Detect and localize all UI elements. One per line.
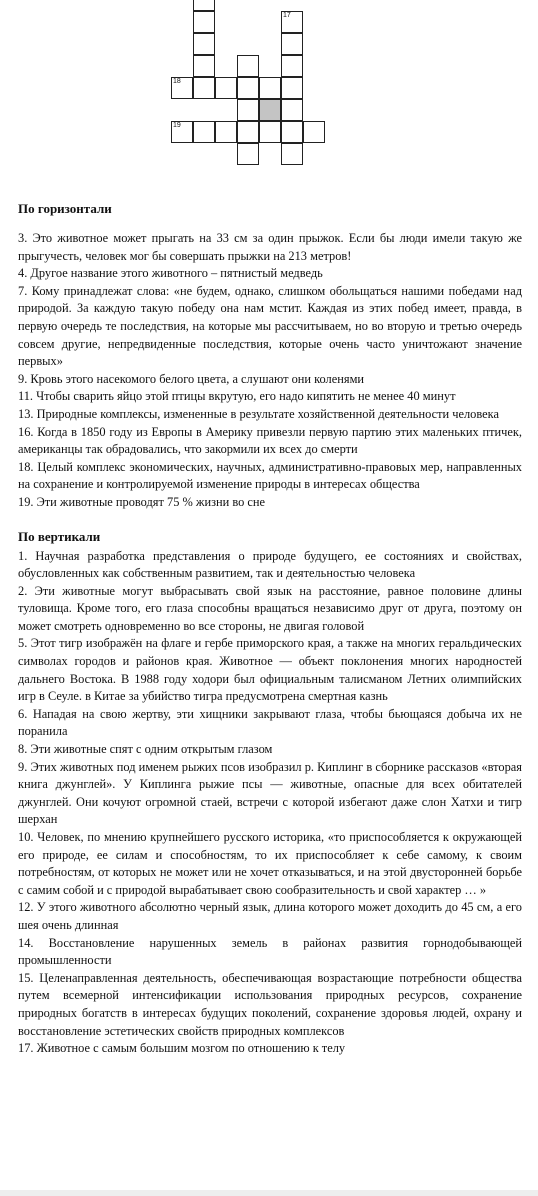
clue-item: 13. Природные комплексы, измененные в результате хозяйственной деятельности человека bbox=[18, 406, 499, 421]
clue-item: 14. Восстановление нарушенных земель в районах развития горнодобывающей промышленности bbox=[18, 935, 522, 968]
clue-item: 9. Этих животных под именем рыжих псов изобразил р. Киплинг в сборнике рассказов «вторая книга джунглей». У Киплинга рыжие псы — животные, опасные для всех обитателей джунглей. Они кочуют огромной стаей, встречи с которой избегают даже слон Хатхи и тигр шерхан bbox=[18, 759, 522, 827]
clue-item: 11. Чтобы сварить яйцо этой птицы вкрутую, его надо кипятить не менее 40 минут bbox=[18, 389, 456, 404]
grid-cell bbox=[193, 33, 215, 55]
grid-cell bbox=[237, 121, 259, 143]
grid-cell bbox=[281, 33, 303, 55]
clue-item: 1. Научная разработка представления о природе будущего, ее состояниях и свойствах, обусловленных как собственным развитием, так и деятельностью человека bbox=[18, 548, 522, 581]
section-title-down: По вертикали bbox=[18, 528, 101, 544]
across-section bbox=[18, 200, 522, 512]
down-section bbox=[18, 528, 522, 1058]
grid-cell bbox=[237, 99, 259, 121]
clue-item: 10. Человек, по мнению крупнейшего русского историка, «то приспособляется к окружающей его природе, ее силам и способностям, то их приспособляет к себе самому, к своим потребностям, от которых не может или не хочет отказываться, и на этой двусторонней борьбе с самим собой и с природой вырабатывает свою сообразительность и свой характер … » bbox=[18, 830, 522, 897]
clue-item: 19. Эти животные проводят 75 % жизни во сне bbox=[18, 494, 266, 509]
clue-item: 15. Целенаправленная деятельность, обеспечивающая возрастающие потребности общества путем всемерной интенсификации использования природных ресурсов, сохранение природных богатств в интересах будущих поколений, сохранение здоровья людей, охрану и восстановление эстетических свойств природных комплексов bbox=[18, 970, 522, 1038]
clues-area bbox=[18, 200, 522, 1074]
down-clue-list bbox=[18, 548, 522, 1058]
cell-number-label: 19 bbox=[173, 122, 181, 129]
clue-item: 3. Это животное может прыгать на 33 см за один прыжок. Если бы люди имели такую же прыгучесть, человек мог бы совершать прыжки на 213 метров! bbox=[18, 231, 522, 263]
grid-cell bbox=[193, 77, 215, 99]
clue-item: 8. Эти животные спят с одним открытым глазом bbox=[18, 742, 273, 757]
section-title-across: По горизонтали bbox=[18, 201, 112, 216]
clue-item: 16. Когда в 1850 году из Европы в Америку привезли первую партию этих маленьких птичек, американцы так обрадовались, что закормили их всех до смерти bbox=[18, 424, 522, 457]
grid-cell bbox=[237, 143, 259, 165]
grid-cell bbox=[281, 99, 303, 121]
grid-cell bbox=[215, 77, 237, 99]
grid-cell bbox=[303, 121, 325, 143]
grid-cell bbox=[193, 121, 215, 143]
cell-number-label: 18 bbox=[173, 78, 181, 85]
clue-item: 6. Нападая на свою жертву, эти хищники закрывают глаза, чтобы бьющаяся добыча их не поранила bbox=[18, 706, 522, 739]
cell-number-label: 17 bbox=[283, 12, 291, 19]
grid-cell bbox=[193, 0, 215, 11]
crossword-grid bbox=[0, 0, 538, 190]
grid-cell bbox=[259, 77, 281, 99]
grid-cell bbox=[237, 77, 259, 99]
page-bottom-edge bbox=[0, 1190, 538, 1196]
clue-item: 18. Целый комплекс экономических, научных, административно-правовых мер, направленных на сохранение и контролируемой изменение природы в интересах общества bbox=[18, 459, 522, 492]
grid-cell bbox=[259, 121, 281, 143]
grid-cell bbox=[281, 55, 303, 77]
clue-item: 7. Кому принадлежат слова: «не будем, однако, слишком обольщаться нашими победами над природой. За каждую такую победу она нам мстит. Каждая из этих побед имеет, правда, в первую очередь те последствия, на которые мы рассчитываем, но во вторую и третью очередь совсем другие, непредвиденные последствия, которые очень часто уничтожают значение первых» bbox=[18, 283, 522, 369]
grid-cell bbox=[281, 121, 303, 143]
grid-cell bbox=[215, 121, 237, 143]
grid-cell bbox=[193, 55, 215, 77]
grid-cell bbox=[193, 11, 215, 33]
clue-item: 9. Кровь этого насекомого белого цвета, а слушают они коленями bbox=[18, 371, 365, 386]
clue-item: 17. Животное с самым большим мозгом по отношению к телу bbox=[18, 1041, 346, 1056]
across-clue-list bbox=[18, 230, 522, 512]
grid-cell bbox=[259, 99, 281, 121]
grid-cell bbox=[281, 143, 303, 165]
clue-item: 2. Эти животные могут выбрасывать свой язык на расстояние, равное половине длины туловища. Кроме того, его глаза способны вращаться независимо друг от друга, поэтому он может смотреть одновременно во все стороны, не двигая головой bbox=[18, 583, 522, 633]
grid-cell bbox=[281, 77, 303, 99]
clue-item: 5. Этот тигр изображён на флаге и гербе приморского края, а также на многих геральдических символах городов и районов края. Животное — объект поклонения многих народностей дальнего Востока. В 1988 году ходори был официальным талисманом Летних олимпийских игр в Сеуле. в Китае за убийство тигра предусмотрена смертная казнь bbox=[18, 636, 522, 704]
clue-item: 4. Другое название этого животного – пятнистый медведь bbox=[18, 266, 323, 281]
grid-cell bbox=[237, 55, 259, 77]
clue-item: 12. У этого животного абсолютно черный язык, длина которого может доходить до 45 см, а его шея очень длинная bbox=[18, 900, 522, 932]
